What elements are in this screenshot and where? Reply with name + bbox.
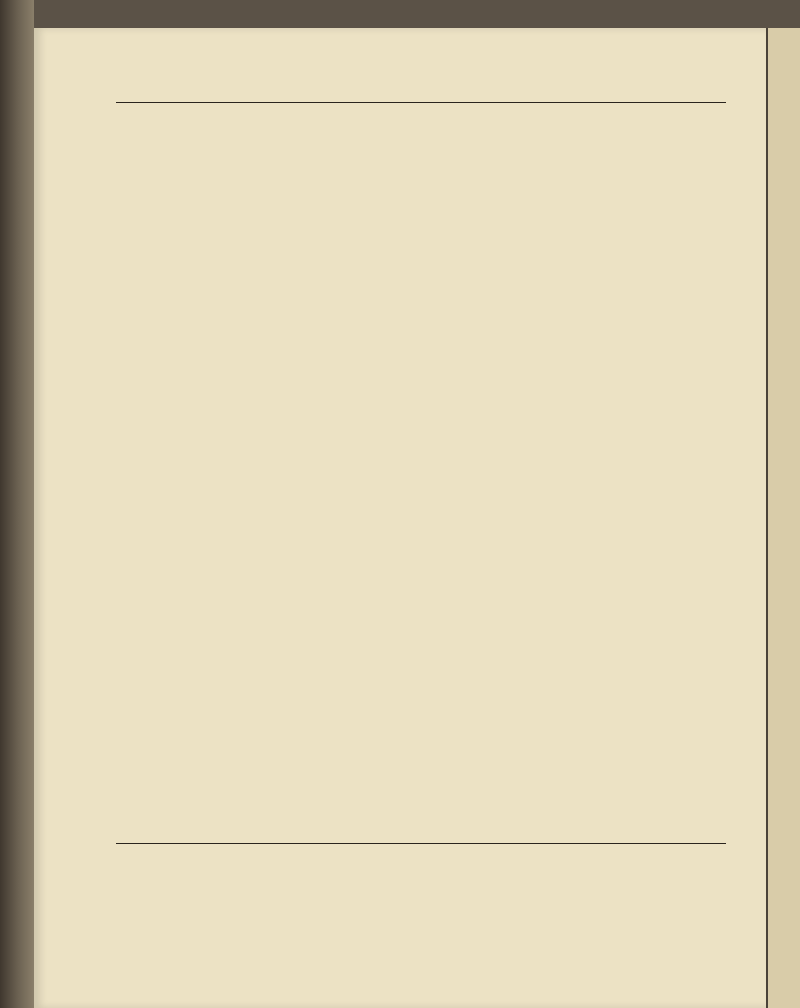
table-top-rule — [116, 102, 726, 103]
table-bottom-rule — [116, 843, 726, 844]
binding-shadow — [0, 0, 34, 1008]
document-page — [34, 28, 766, 1008]
facing-page-edge — [766, 28, 800, 1008]
